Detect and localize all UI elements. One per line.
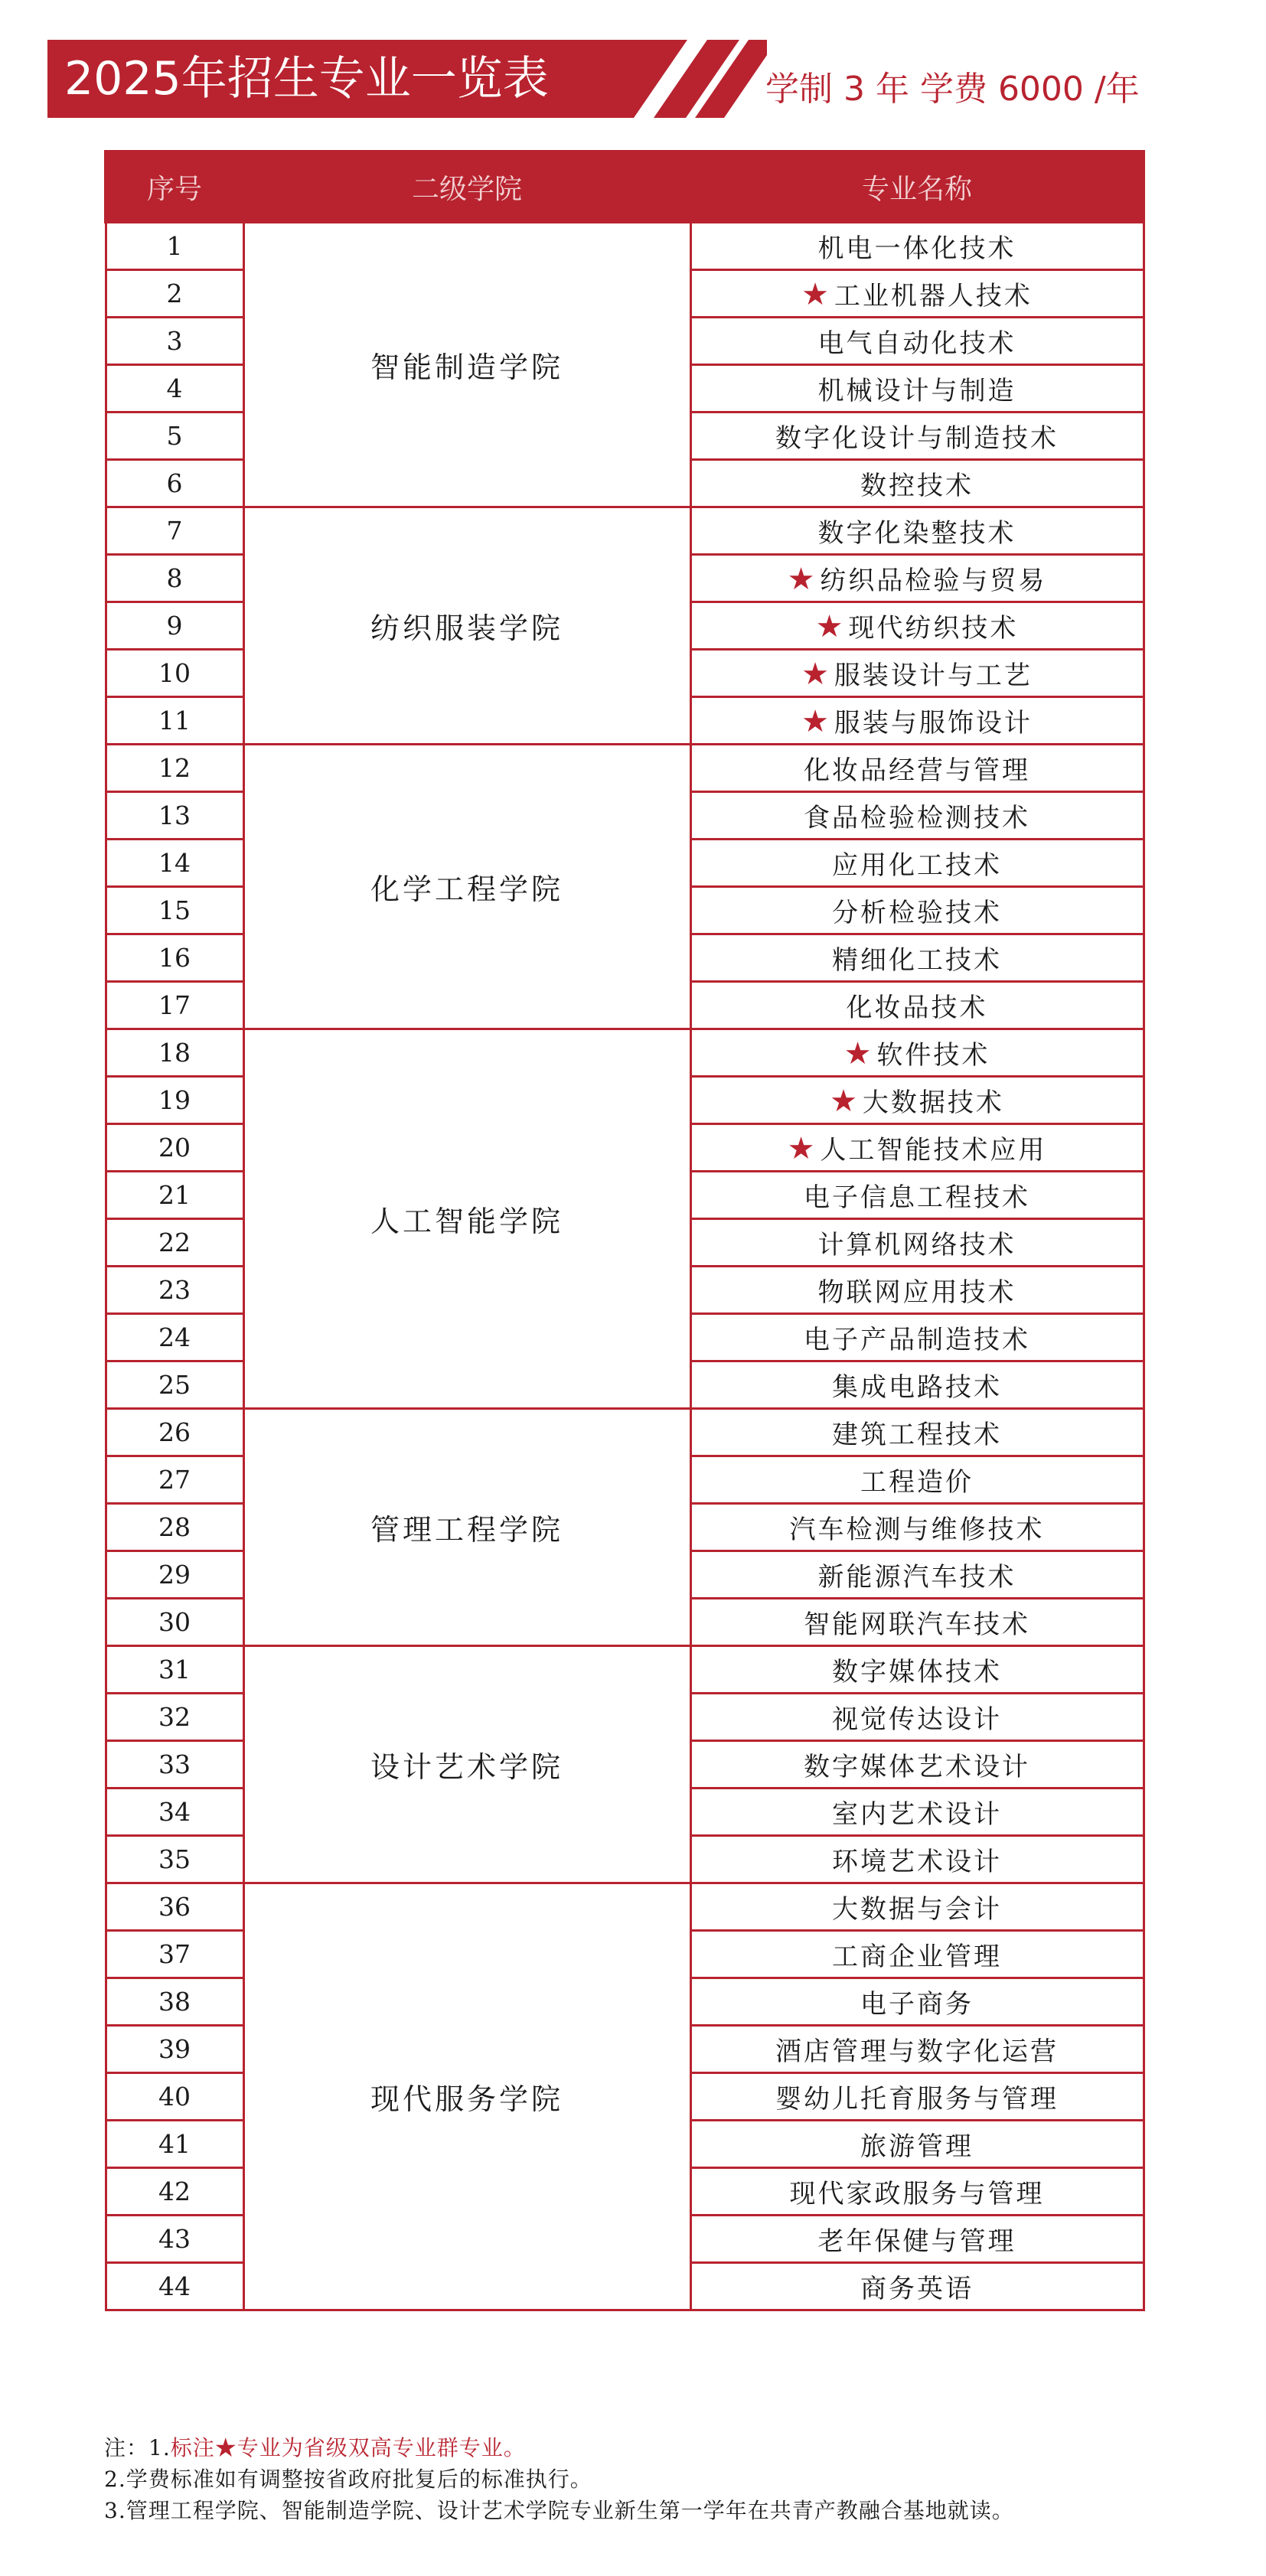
table-row xyxy=(106,1883,1144,1931)
major-name: 大数据技术 xyxy=(862,1087,1004,1118)
major-name-cell xyxy=(690,840,1144,887)
table-row xyxy=(106,1029,1144,1077)
major-name-cell xyxy=(690,412,1144,460)
major-name: 大数据与会计 xyxy=(832,1894,1002,1925)
serial-number: 23 xyxy=(106,1267,243,1314)
serial-number: 17 xyxy=(106,982,243,1029)
major-name-cell xyxy=(690,1456,1144,1504)
major-name-cell xyxy=(690,1599,1144,1646)
major-name: 数字化染整技术 xyxy=(817,518,1016,549)
major-name-cell xyxy=(690,982,1144,1029)
major-name-cell xyxy=(690,460,1144,507)
serial-number: 21 xyxy=(106,1172,243,1219)
serial-number: 2 xyxy=(106,270,243,318)
major-name-cell xyxy=(690,2121,1144,2168)
major-name: 老年保健与管理 xyxy=(817,2226,1016,2257)
major-name-cell xyxy=(690,1504,1144,1551)
table-row xyxy=(106,1646,1144,1694)
serial-number: 22 xyxy=(106,1219,243,1267)
note-3: 3.管理工程学院、智能制造学院、设计艺术学院专业新生第一学年在共青产教融合基地就读。 xyxy=(104,2498,1014,2523)
major-name-cell xyxy=(690,318,1144,365)
major-name: 数控技术 xyxy=(860,471,974,501)
header-major: 专业名称 xyxy=(690,152,1144,222)
major-name: 视觉传达设计 xyxy=(832,1704,1002,1735)
major-name: 室内艺术设计 xyxy=(832,1799,1002,1830)
major-name-cell xyxy=(690,1314,1144,1361)
college-name: 智能制造学院 xyxy=(243,222,690,507)
serial-number: 38 xyxy=(106,1978,243,2026)
star-icon: ★ xyxy=(787,1131,817,1166)
major-name-cell xyxy=(690,1124,1144,1172)
serial-number: 19 xyxy=(106,1077,243,1124)
star-icon: ★ xyxy=(830,1084,860,1119)
major-name: 数字化设计与制造技术 xyxy=(775,423,1059,454)
duration-and-tuition: 学制 3 年 学费 6000 /年 xyxy=(765,70,1140,109)
major-name-cell xyxy=(690,1646,1144,1694)
major-name-cell xyxy=(690,1883,1144,1931)
college-name: 人工智能学院 xyxy=(243,1029,690,1409)
major-name-cell xyxy=(690,365,1144,412)
serial-number: 41 xyxy=(106,2121,243,2168)
star-icon: ★ xyxy=(787,562,817,597)
serial-number: 10 xyxy=(106,650,243,697)
major-name-cell xyxy=(690,1836,1144,1883)
serial-number: 43 xyxy=(106,2216,243,2263)
major-name-cell xyxy=(690,1409,1144,1456)
major-name-cell xyxy=(690,1789,1144,1836)
serial-number: 40 xyxy=(106,2073,243,2121)
star-icon: ★ xyxy=(815,609,846,644)
serial-number: 1 xyxy=(106,222,243,270)
table-body xyxy=(106,222,1144,2310)
serial-number: 34 xyxy=(106,1789,243,1836)
serial-number: 16 xyxy=(106,934,243,982)
major-name-cell xyxy=(690,1267,1144,1314)
major-name-cell xyxy=(690,1029,1144,1077)
table-row xyxy=(106,745,1144,792)
major-name-cell xyxy=(690,650,1144,697)
serial-number: 9 xyxy=(106,602,243,650)
major-name-cell xyxy=(690,1931,1144,1978)
major-name: 电子商务 xyxy=(860,1989,974,2020)
header-row xyxy=(106,152,1144,222)
major-name-cell xyxy=(690,1551,1144,1599)
major-name: 建筑工程技术 xyxy=(832,1420,1002,1450)
major-name-cell xyxy=(690,2168,1144,2216)
major-name-cell xyxy=(690,934,1144,982)
serial-number: 35 xyxy=(106,1836,243,1883)
major-name: 机械设计与制造 xyxy=(817,376,1016,406)
major-name: 智能网联汽车技术 xyxy=(804,1609,1030,1640)
serial-number: 26 xyxy=(106,1409,243,1456)
header-college: 二级学院 xyxy=(243,152,690,222)
major-name: 电子产品制造技术 xyxy=(804,1325,1030,1355)
major-name-cell xyxy=(690,1741,1144,1789)
major-name: 现代家政服务与管理 xyxy=(789,2179,1045,2209)
serial-number: 37 xyxy=(106,1931,243,1978)
major-name: 人工智能技术应用 xyxy=(820,1135,1047,1166)
major-name: 商务英语 xyxy=(860,2274,974,2304)
major-name-cell xyxy=(690,555,1144,602)
table-row xyxy=(106,507,1144,555)
serial-number: 4 xyxy=(106,365,243,412)
major-name: 工业机器人技术 xyxy=(834,281,1033,311)
star-icon: ★ xyxy=(801,657,831,692)
major-name-cell xyxy=(690,270,1144,318)
major-name: 婴幼儿托育服务与管理 xyxy=(775,2084,1059,2115)
serial-number: 27 xyxy=(106,1456,243,1504)
major-name: 软件技术 xyxy=(876,1040,990,1071)
serial-number: 8 xyxy=(106,555,243,602)
serial-number: 33 xyxy=(106,1741,243,1789)
serial-number: 12 xyxy=(106,745,243,792)
header-serial: 序号 xyxy=(106,152,243,222)
table-header xyxy=(106,152,1144,222)
major-name-cell xyxy=(690,887,1144,934)
serial-number: 18 xyxy=(106,1029,243,1077)
major-name-cell xyxy=(690,792,1144,840)
major-name-cell xyxy=(690,1077,1144,1124)
major-name: 化妆品经营与管理 xyxy=(804,755,1030,786)
serial-number: 31 xyxy=(106,1646,243,1694)
major-name: 计算机网络技术 xyxy=(817,1230,1016,1260)
major-name: 电气自动化技术 xyxy=(817,328,1016,359)
major-name-cell xyxy=(690,1694,1144,1741)
major-name-cell xyxy=(690,222,1144,270)
serial-number: 11 xyxy=(106,697,243,745)
major-name: 旅游管理 xyxy=(860,2131,974,2162)
star-icon: ★ xyxy=(801,277,831,312)
major-name-cell xyxy=(690,507,1144,555)
table-row xyxy=(106,1409,1144,1456)
major-name-cell xyxy=(690,1361,1144,1409)
star-icon: ★ xyxy=(801,704,831,739)
major-name-cell xyxy=(690,2073,1144,2121)
major-name: 分析检验技术 xyxy=(832,898,1002,928)
college-name: 化学工程学院 xyxy=(243,745,690,1029)
major-name: 纺织品检验与贸易 xyxy=(820,566,1047,596)
major-name: 汽车检测与维修技术 xyxy=(789,1515,1045,1545)
major-name: 环境艺术设计 xyxy=(832,1847,1002,1877)
college-name: 设计艺术学院 xyxy=(243,1646,690,1883)
serial-number: 3 xyxy=(106,318,243,365)
major-name-cell xyxy=(690,1172,1144,1219)
serial-number: 39 xyxy=(106,2026,243,2073)
note-1 xyxy=(104,2432,1214,2464)
major-name-cell xyxy=(690,1219,1144,1267)
major-name: 数字媒体技术 xyxy=(832,1657,1002,1687)
major-name: 服装与服饰设计 xyxy=(834,708,1033,739)
major-name: 集成电路技术 xyxy=(832,1372,1002,1403)
major-name-cell xyxy=(690,2026,1144,2073)
major-name: 数字媒体艺术设计 xyxy=(804,1752,1030,1782)
major-name-cell xyxy=(690,745,1144,792)
serial-number: 20 xyxy=(106,1124,243,1172)
note-2: 2.学费标准如有调整按省政府批复后的标准执行。 xyxy=(104,2467,592,2492)
serial-number: 29 xyxy=(106,1551,243,1599)
major-name: 酒店管理与数字化运营 xyxy=(775,2036,1059,2067)
serial-number: 5 xyxy=(106,412,243,460)
serial-number: 24 xyxy=(106,1314,243,1361)
major-name: 食品检验检测技术 xyxy=(804,803,1030,833)
major-name-cell xyxy=(690,2216,1144,2263)
serial-number: 32 xyxy=(106,1694,243,1741)
major-name-cell xyxy=(690,1978,1144,2026)
major-name-cell xyxy=(690,697,1144,745)
star-icon: ★ xyxy=(843,1036,874,1071)
serial-number: 28 xyxy=(106,1504,243,1551)
serial-number: 36 xyxy=(106,1883,243,1931)
major-name: 化妆品技术 xyxy=(846,993,988,1023)
page-title: 2025年招生专业一览表 xyxy=(64,52,549,106)
serial-number: 15 xyxy=(106,887,243,934)
college-name: 现代服务学院 xyxy=(243,1883,690,2310)
major-name: 服装设计与工艺 xyxy=(834,660,1033,691)
serial-number: 42 xyxy=(106,2168,243,2216)
major-name: 现代纺织技术 xyxy=(848,613,1019,644)
major-name-cell xyxy=(690,602,1144,650)
college-name: 纺织服装学院 xyxy=(243,507,690,745)
major-name: 精细化工技术 xyxy=(832,945,1002,976)
table-row xyxy=(106,222,1144,270)
major-name: 电子信息工程技术 xyxy=(804,1182,1030,1213)
serial-number: 25 xyxy=(106,1361,243,1409)
serial-number: 6 xyxy=(106,460,243,507)
major-name: 工商企业管理 xyxy=(832,1942,1002,1972)
serial-number: 14 xyxy=(106,840,243,887)
footnotes xyxy=(104,2432,1214,2526)
major-name: 机电一体化技术 xyxy=(817,233,1016,264)
major-name: 工程造价 xyxy=(860,1467,974,1498)
major-name-cell xyxy=(690,2263,1144,2310)
college-name: 管理工程学院 xyxy=(243,1409,690,1646)
serial-number: 7 xyxy=(106,507,243,555)
major-name: 应用化工技术 xyxy=(832,850,1002,881)
major-name: 物联网应用技术 xyxy=(817,1277,1016,1308)
title-banner xyxy=(47,40,767,118)
majors-table xyxy=(104,150,1145,2311)
note-1-highlight: 标注★专业为省级双高专业群专业。 xyxy=(170,2435,526,2460)
serial-number: 13 xyxy=(106,792,243,840)
serial-number: 30 xyxy=(106,1599,243,1646)
serial-number: 44 xyxy=(106,2263,243,2310)
major-name: 新能源汽车技术 xyxy=(817,1562,1016,1593)
note-1-prefix: 注：1. xyxy=(104,2435,171,2460)
